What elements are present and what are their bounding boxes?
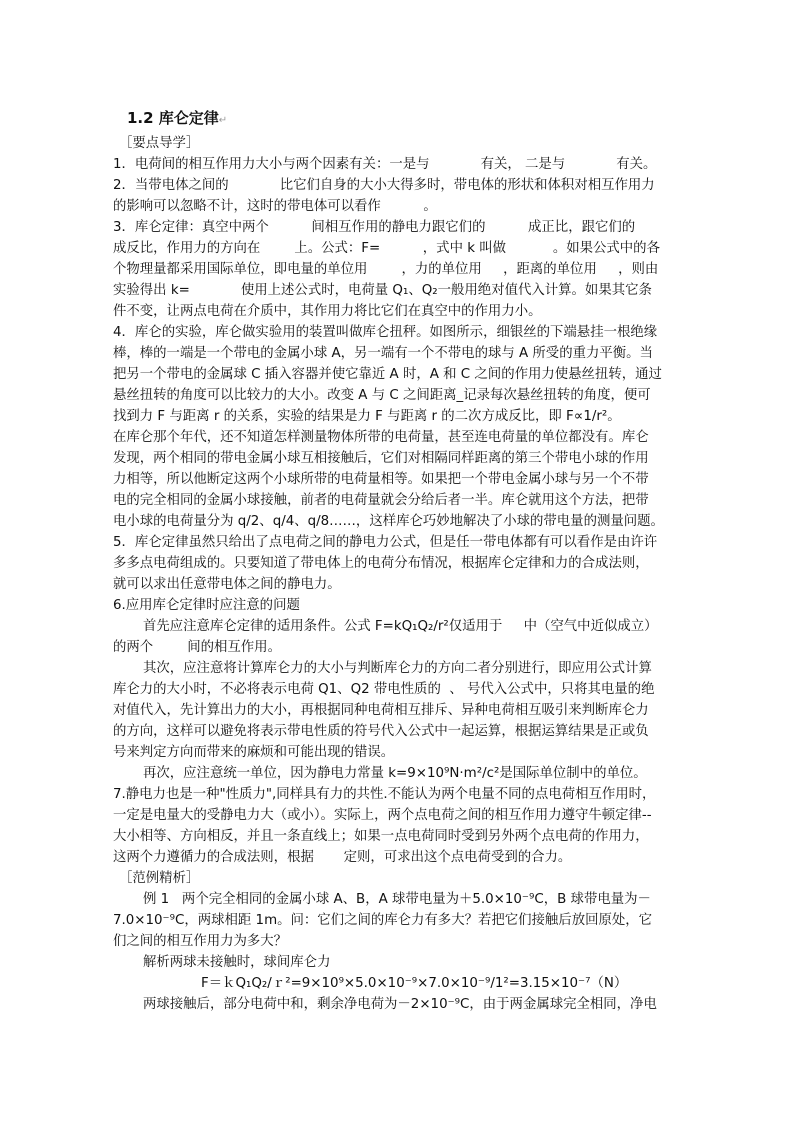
text-line: 7.0×10⁻⁹C，两球相距 1m。问：它们之间的库仑力有多大？若把它们接触后放回原处，它: [113, 913, 653, 928]
text-line: 把另一个带电的金属球 C 插入容器并使它靠近 A 时，A 和 C 之间的作用力使悬丝扭转，通过: [113, 367, 662, 382]
title-text: 1.2 库仑定律: [127, 109, 219, 127]
text-line: 再次，应注意统一单位，因为静电力常量 k=9×10⁹N·m²/c²是国际单位制中的单位。: [143, 766, 647, 781]
text-line: 一定是电量大的受静电力大（或小）。实际上，两个点电荷之间的相互作用力遵守牛顿定律--: [113, 808, 652, 823]
heading-key-points: ［要点导学］: [119, 136, 200, 151]
text-line: 的两个 间的相互作用。: [113, 640, 281, 655]
text-line: 其次，应注意将计算库仑力的大小与判断库仑力的方向二者分别进行，即应用公式计算: [143, 661, 652, 676]
text-line: 5．库仑定律虽然只给出了点电荷之间的静电力公式，但是任一带电体都有可以看作是由许许: [113, 535, 658, 550]
text-line: 大小相等、方向相反，并且一条直线上；如果一点电荷同时受到另外两个点电荷的作用力，: [113, 829, 649, 844]
text-line: 找到力 F 与距离 r 的关系，实验的结果是力 F 与距离 r 的二次方成反比，即 F∝1/r²。: [113, 409, 621, 424]
heading-examples: ［范例精析］: [119, 871, 200, 886]
text-line: 在库仑那个年代，还不知道怎样测量物体所带的电荷量，甚至连电荷量的单位都没有。库仑: [113, 430, 649, 445]
text-line: 对值代入，先计算出力的大小，再根据同种电荷相互排斥、异种电荷相互吸引来判断库仑力: [113, 703, 649, 718]
text-line: 就可以求出任意带电体之间的静电力。: [113, 577, 341, 592]
text-line: 号来判定方向而带来的麻烦和可能出现的错误。: [113, 745, 395, 760]
text-line: 两球接触后，部分电荷中和，剩余净电荷为－2×10⁻⁹C，由于两金属球完全相同，净电: [143, 997, 657, 1012]
text-line: 4．库仑的实验，库仑做实验用的装置叫做库仑扭秤。如图所示，细银丝的下端悬挂一根绝缘: [113, 325, 658, 340]
text-line: 个物理量都采用国际单位，即电量的单位用 ，力的单位用 ，距离的单位用 ，则由: [113, 262, 659, 277]
text-line: 解析两球未接触时，球间库仑力: [143, 955, 331, 970]
section-title: [127, 107, 227, 128]
paragraph-mark: ↵: [218, 115, 228, 126]
text-line: 力相等，所以他断定这两个小球所带的电荷量相等。如果把一个带电金属小球与另一个不带: [113, 472, 649, 487]
text-line: 库仑力的大小时，不必将表示电荷 Q1、Q2 带电性质的 、 号代入公式中，只将其电量的绝: [113, 682, 655, 697]
text-line: 1．电荷间的相互作用力大小与两个因素有关：一是与 有关， 二是与 有关。: [113, 157, 657, 172]
text-line: 的方向，这样可以避免将表示带电性质的符号代入公式中一起运算，根据运算结果是正或负: [113, 724, 649, 739]
formula-line: F＝ｋQ₁Q₂/ｒ²=9×10⁹×5.0×10⁻⁹×7.0×10⁻⁹/1²=3.15×10⁻⁷（N）: [201, 976, 628, 991]
text-line: 件不变，让两点电荷在介质中，其作用力将比它们在真空中的作用力小。: [113, 304, 542, 319]
text-line: 首先应注意库仑定律的适用条件。公式 F=kQ₁Q₂/r²仅适用于 中（空气中近似成立）: [143, 619, 658, 634]
text-line: 成反比，作用力的方向在 上。公式：F= ，式中 k 叫做 。如果公式中的各: [113, 241, 660, 256]
text-line: 电小球的电荷量分为 q/2、q/4、q/8……，这样库仑巧妙地解决了小球的带电量的测量问题。: [113, 514, 664, 529]
text-line: 2．当带电体之间的 比它们自身的大小大得多时，带电体的形状和体积对相互作用力: [113, 178, 655, 193]
text-line: 7.静电力也是一种"性质力",同样具有力的共性.不能认为两个电量不同的点电荷相互作用时，: [113, 787, 656, 802]
text-line: 例 1 两个完全相同的金属小球 A、B，A 球带电量为＋5.0×10⁻⁹C，B 球带电量为－: [143, 892, 651, 907]
text-line: 悬丝扭转的角度可以比较力的大小。改变 A 与 C 之间距离_记录每次悬丝扭转的角度，便可: [113, 388, 651, 403]
text-line: 多多点电荷组成的。只要知道了带电体上的电荷分布情况，根据库仑定律和力的合成法则，: [113, 556, 649, 571]
text-line: 们之间的相互作用力为多大？: [113, 934, 288, 949]
text-line: 实验得出 k= 使用上述公式时，电荷量 Q₁、Q₂一般用绝对值代入计算。如果其它条: [113, 283, 652, 298]
text-line: 发现，两个相同的带电金属小球互相接触后，它们对相隔同样距离的第三个带电小球的作用: [113, 451, 649, 466]
text-line: 6.应用库仑定律时应注意的问题: [113, 598, 300, 613]
text-line: 3．库仑定律：真空中两个 间相互作用的静电力跟它们的 成正比，跟它们的: [113, 220, 636, 235]
text-line: 棒，棒的一端是一个带电的金属小球 A，另一端有一个不带电的球与 A 所受的重力平衡。当: [113, 346, 653, 361]
text-line: 的影响可以忽略不计，这时的带电体可以看作 。: [113, 199, 437, 214]
text-line: 电的完全相同的金属小球接触，前者的电荷量就会分给后者一半。库仑就用这个方法，把带: [113, 493, 649, 508]
text-line: 这两个力遵循力的合成法则，根据 定则，可求出这个点电荷受到的合力。: [113, 850, 572, 865]
